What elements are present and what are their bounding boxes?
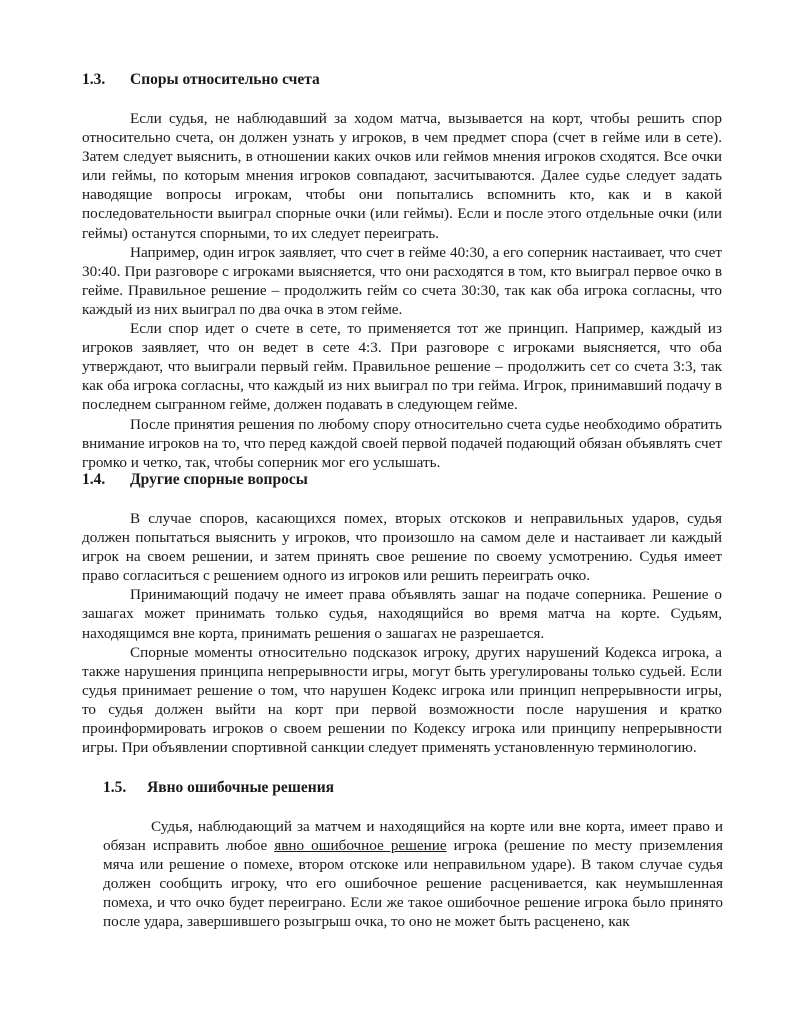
section-heading <box>82 470 722 490</box>
paragraph: После принятия решения по любому спору относительно счета судье необходимо обратить внимание игроков на то, что перед каждой своей первой подачей подающий обязан объявлять счет громко и четко, так, чтобы соперник мог его услышать. <box>82 415 722 471</box>
section-1-3 <box>82 70 722 472</box>
section-number: 1.5. <box>103 779 127 796</box>
paragraph: Если судья, не наблюдавший за ходом матча, вызывается на корт, чтобы решить спор относительно счета, он должен узнать у игроков, в чем предмет спора (счет в гейме или в сете). Затем следует выяснить, в отношении каких очков или геймов мнения игроков сходятся. Все очки или геймы, по которым мнения игроков совпадают, засчитываются. Далее судье следует задать наводящие вопросы игрокам, чтобы они попытались вспомнить кто, как и в какой последовательности выиграл спорные очки (или геймы). Если и после этого отдельные очки (или геймы) останутся спорными, то их следует переиграть. <box>82 110 722 242</box>
section-heading <box>82 70 722 90</box>
paragraph-text: Судья, наблюдающий за матчем и находящийся на корте или вне корта, имеет право и обязан исправить любое <box>103 818 723 855</box>
paragraph: Спорные моменты относительно подсказок игроку, других нарушений Кодекса игрока, а также нарушения принципа непрерывности игры, могут быть урегулированы только судьей. Если судья принимает решение о том, что нарушен Кодекс игрока или принцип непрерывности игры, то судья должен выйти на корт при первой возможности после нарушения и кратко проинформировать игроков о своем решении по Кодексу игрока или принципу непрерывности игры. При объявлении спортивной санкции следует применять установленную терминологию. <box>82 643 722 757</box>
section-title: Другие спорные вопросы <box>130 471 308 488</box>
paragraph-text: игрока (решение по месту приземления мяча или решение о помехе, втором отскоке или неправильном ударе). В таком случае судья должен сообщить игроку, что его ошибочное решение расценивается, как неумышленная помеха, и что очко будет переиграно. Если же такое ошибочное решение игрока было принято после удара, завершившего розыгрыш очка, то оно не может быть расценено, как <box>103 837 724 931</box>
section-title: Споры относительно счета <box>130 71 320 88</box>
section-number: 1.3. <box>82 71 106 88</box>
paragraph <box>103 817 723 932</box>
section-1-5 <box>103 778 723 932</box>
paragraph: Например, один игрок заявляет, что счет в гейме 40:30, а его соперник настаивает, что счет 30:40. При разговоре с игроками выясняется, что они расходятся в том, кто выиграл первое очко в гейме. Правильное решение – продолжить гейм со счета 30:30, так как оба игрока согласны, что каждый из них выиграл по два очка в этом гейме. <box>82 243 722 318</box>
section-title: Явно ошибочные решения <box>147 779 335 796</box>
paragraph: Если спор идет о счете в сете, то применяется тот же принцип. Например, каждый из игроков заявляет, что он ведет в сете 4:3. При разговоре с игроками выясняется, что оба утверждают, что выиграли первый гейм. Правильное решение – продолжить сет со счета 3:3, так как оба игрока согласны, что каждый из них выиграл по три гейма. Игрок, принимавший подачу в последнем сыгранном гейме, должен подавать в следующем гейме. <box>82 320 722 414</box>
paragraph: В случае споров, касающихся помех, вторых отскоков и неправильных ударов, судья должен попытаться выяснить у игроков, что произошло на самом деле и настаивает ли каждый игрок на своем решении, и затем принять свое решение по своему усмотрению. Судья имеет право согласиться с решением одного из игроков или решить переиграть очко. <box>82 510 722 585</box>
underlined-term: явно ошибочное решение <box>274 837 447 855</box>
section-1-4 <box>82 470 722 757</box>
paragraph: Принимающий подачу не имеет права объявлять зашаг на подаче соперника. Решение о зашагах может принимать только судья, находящийся во время матча на корте. Судьям, находящимся вне корта, принимать решения о зашагах не разрешается. <box>82 586 722 642</box>
section-heading <box>103 778 723 798</box>
section-number: 1.4. <box>82 471 106 488</box>
